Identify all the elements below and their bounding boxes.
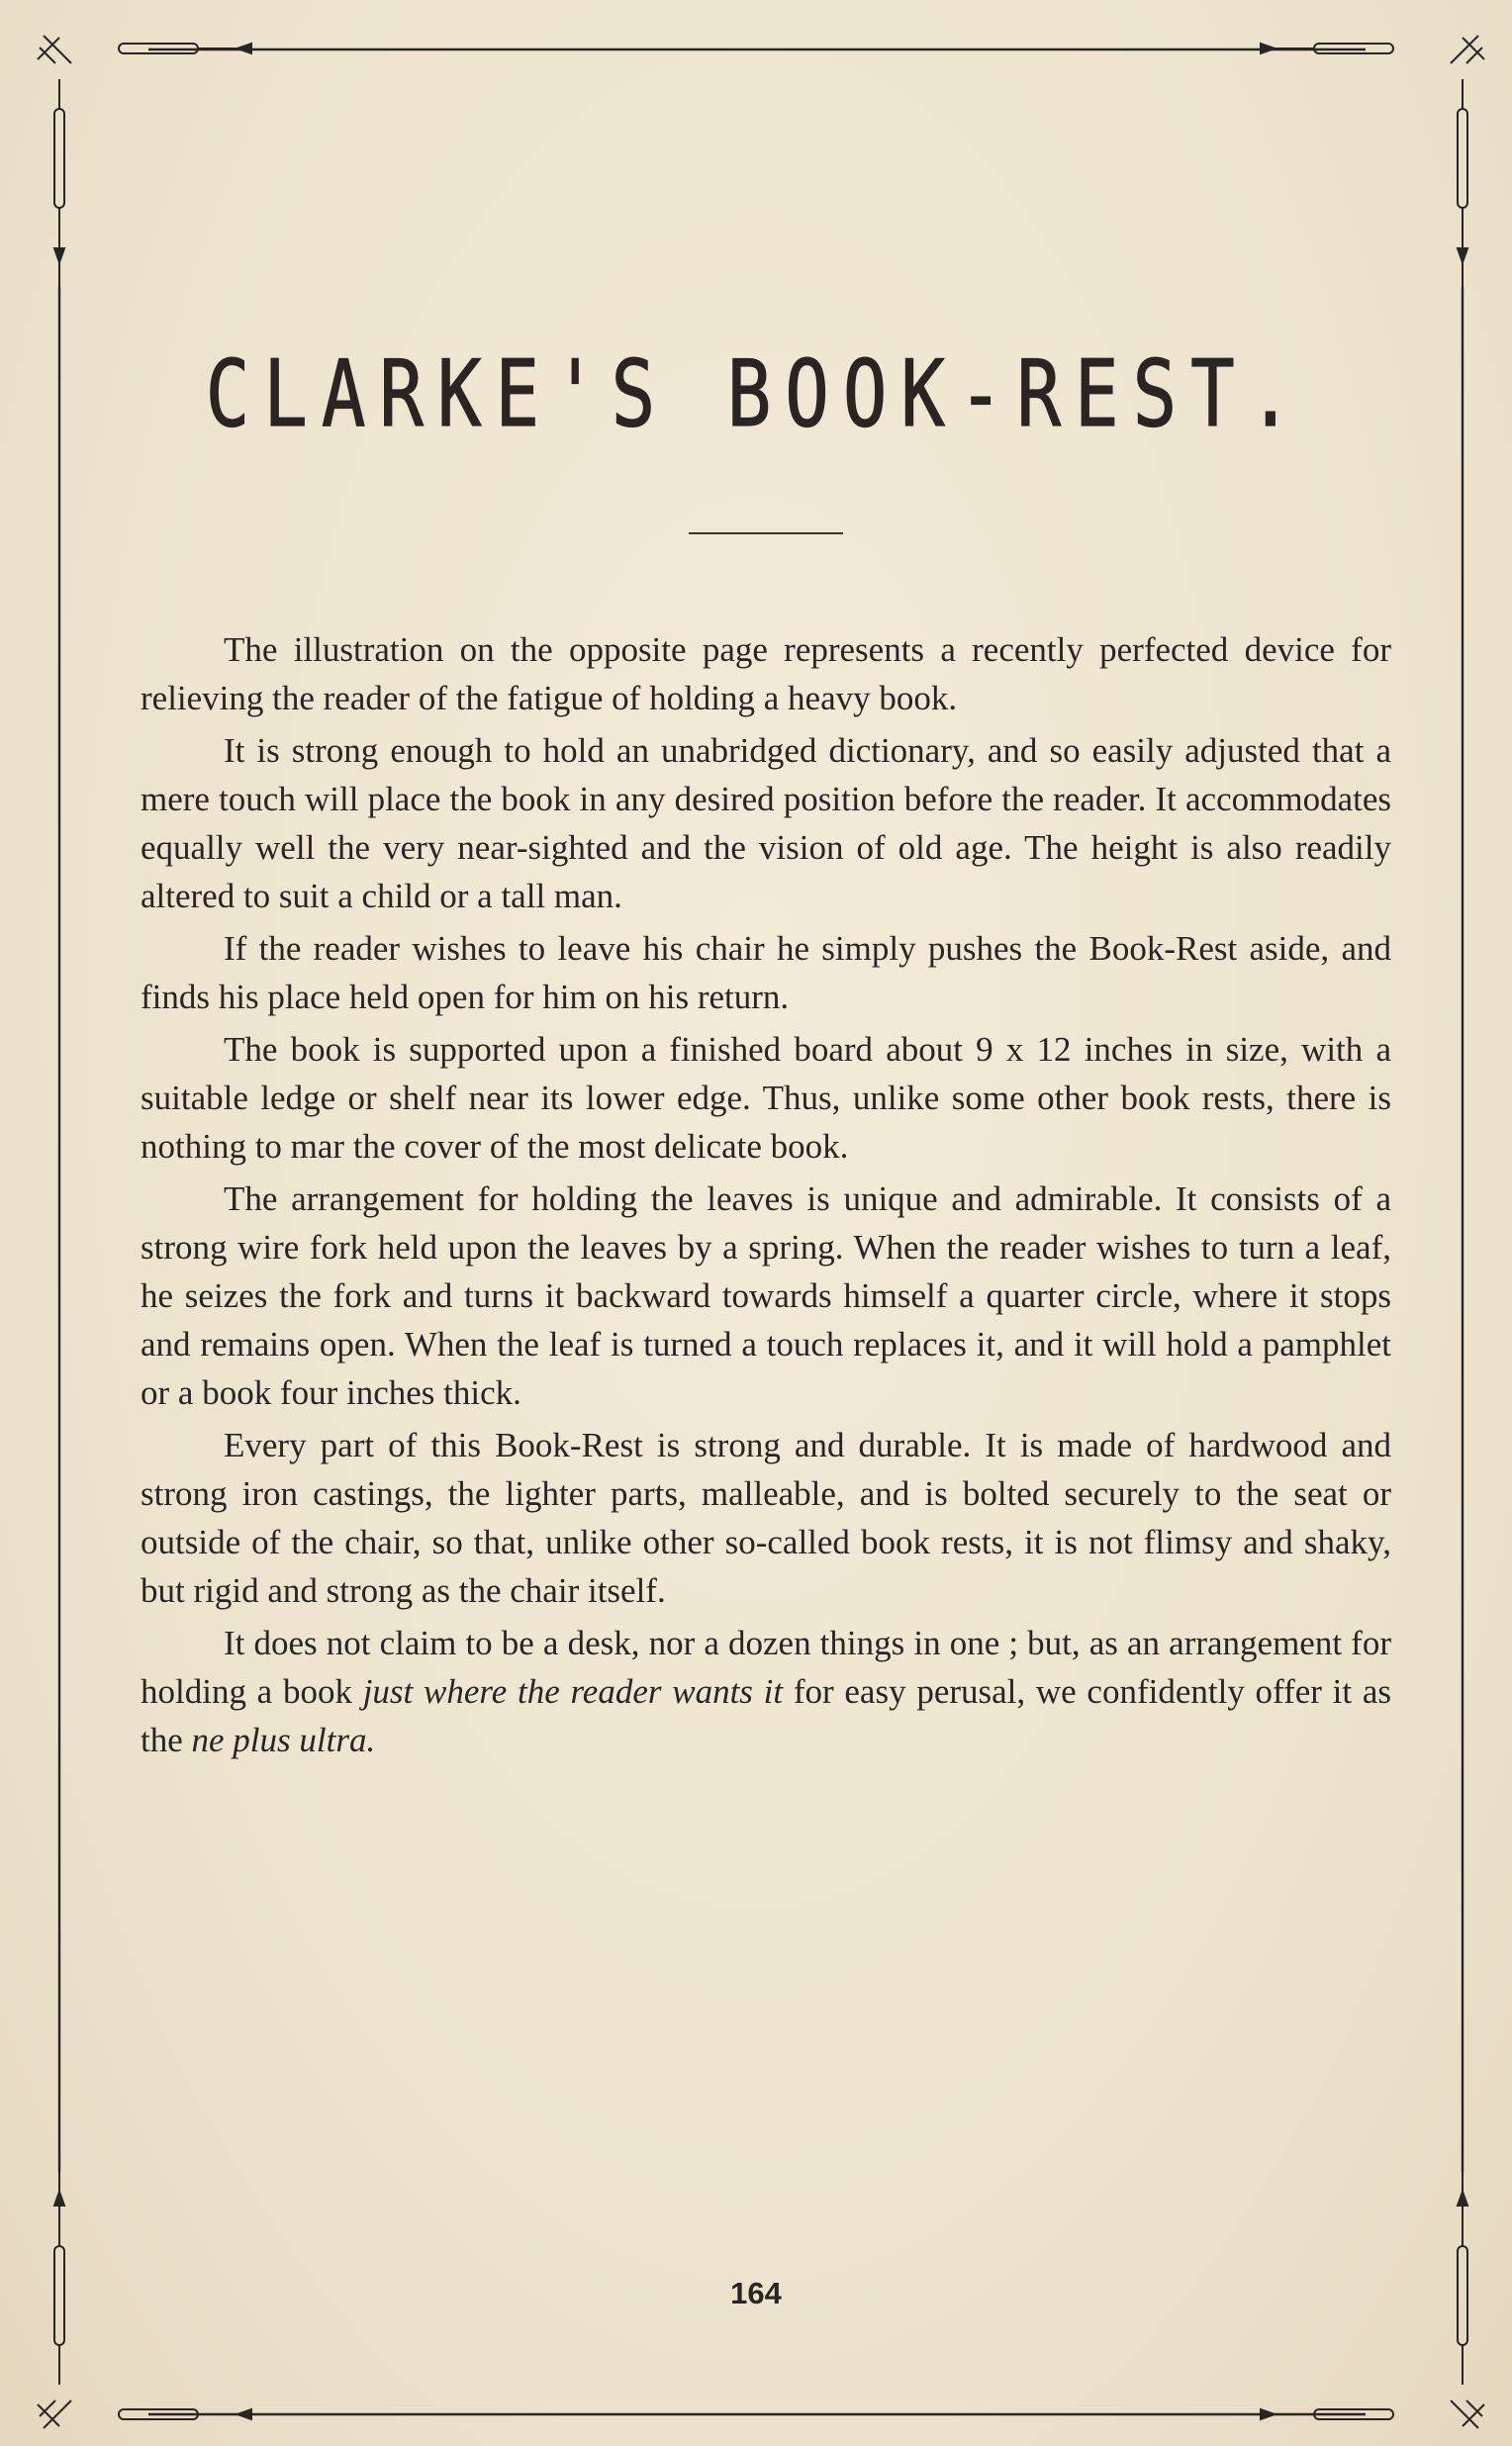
paragraph: The arrangement for holding the leaves is unique and admirable. It consists of a strong wire fork held upon the leaves by a spring. When the reader wishes to turn a leaf, he seizes the fork and turns it backward towards himself a quarter circle, where it stops and remains open. When the leaf is turned a touch replaces it, and it will hold a pamphlet or a book four inches thick.: [141, 1179, 1391, 1412]
closing-paragraph: [141, 1619, 1391, 1764]
corner-ornament-top-right: [1261, 36, 1484, 287]
closing-latin-phrase: ne plus ultra.: [191, 1721, 376, 1759]
closing-text-start: It does not claim to be a desk, nor a dozen things in one ; but, as an arrangement for holding a book: [141, 1624, 1391, 1711]
paragraph: The illustration on the opposite page represents a recently perfected device for relieving the reader of the fatigue of holding a heavy book.: [141, 630, 1391, 717]
paragraph: If the reader wishes to leave his chair he simply pushes the Book-Rest aside, and finds his place held open for him on his return.: [141, 929, 1391, 1016]
paragraph: The book is supported upon a finished board about 9 x 12 inches in size, with a suitable ledge or shelf near its lower edge. Thus, unlike some other book rests, there is nothing to mar the cover of the most delicate book.: [141, 1030, 1391, 1166]
closing-text-middle: for easy perusal, we confidently offer it as the: [141, 1672, 1392, 1759]
page-number: 164: [730, 2276, 782, 2310]
paragraph: Every part of this Book-Rest is strong and durable. It is made of hardwood and strong iron castings, the lighter parts, malleable, and is bolted securely to the seat or outside of the chair, so that, unlike other so-called book rests, it is not flimsy and shaky, but rigid and strong as the chair itself.: [141, 1426, 1391, 1610]
title-divider: [689, 532, 843, 534]
article-body: [141, 625, 1391, 1768]
paragraph: It is strong enough to hold an unabridged dictionary, and so easily adjusted that a mere touch will place the book in any desired position before the reader. It accommodates equally well the very near-sighted and the vision of old age. The height is also readily altered to suit a child or a tall man.: [141, 731, 1391, 915]
page-title: CLARKE'S BOOK-REST.: [205, 341, 1307, 448]
corner-ornament-top-left: [38, 36, 251, 287]
closing-emphasis: just where the reader wants it: [362, 1672, 784, 1711]
